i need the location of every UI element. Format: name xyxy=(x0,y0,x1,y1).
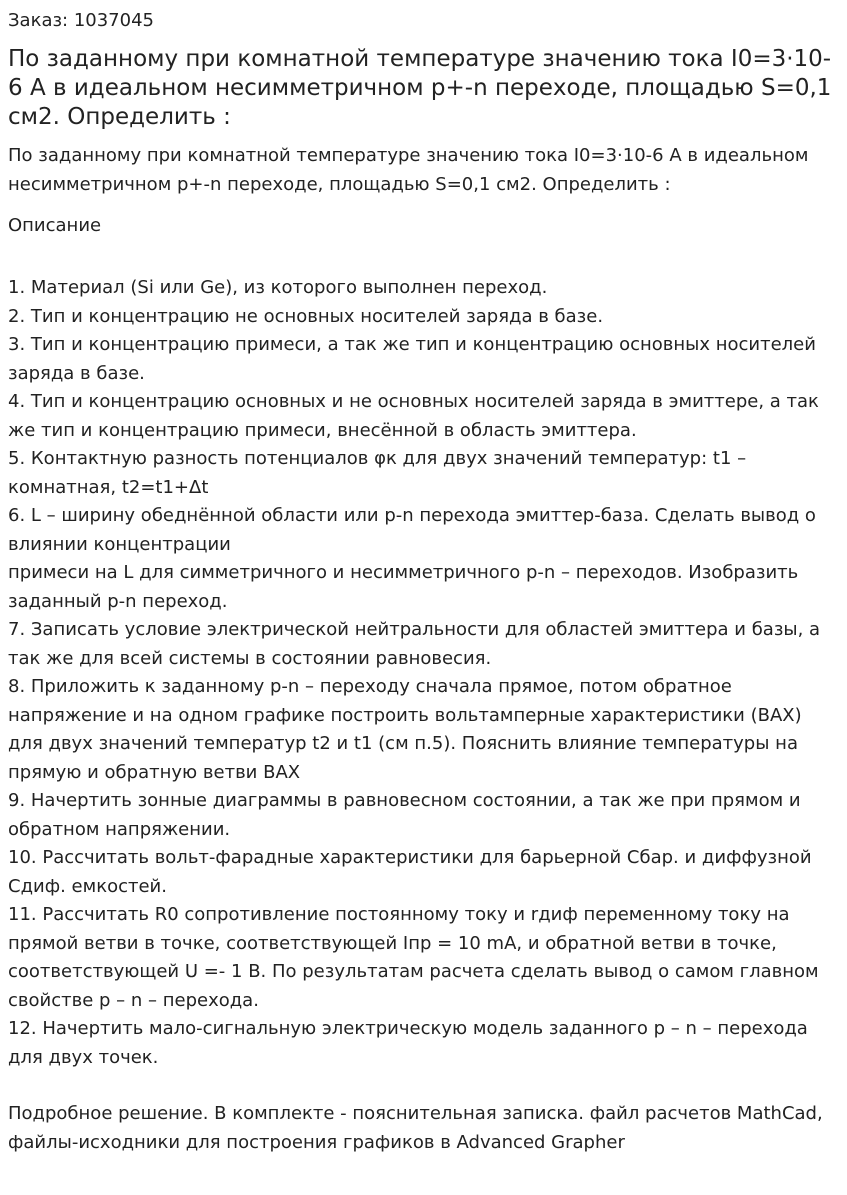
list-item: 9. Начертить зонные диаграммы в равновесном состоянии, а так же при прямом и обратном напряжении. xyxy=(8,790,801,840)
list-item: 8. Приложить к заданному p-n – переходу сначала прямое, потом обратное напряжение и на одном графике построить вольтамперные характеристики (ВАХ) для двух значений температур t2 и t1 (см п.5). Пояснить влияние температуры на прямую и обратную ветви ВАХ xyxy=(8,676,802,783)
list-item: 1. Материал (Si или Ge), из которого выполнен переход. xyxy=(8,277,548,298)
footer-note: Подробное решение. В комплекте - пояснительная записка. файл расчетов MathCad, файлы-исходники для построения графиков в Advanced Grapher xyxy=(8,1103,823,1153)
list-item: 3. Тип и концентрацию примеси, а так же тип и концентрацию основных носителей заряда в базе. xyxy=(8,334,816,384)
lead-text: По заданному при комнатной температуре значению тока I0=3·10-6 А в идеальном несимметричном p+-n переходе, площадью S=0,1 см2. Определить : xyxy=(8,145,809,195)
description-label: Описание xyxy=(8,215,102,236)
order-number: Заказ: 1037045 xyxy=(8,10,154,31)
list-item: 5. Контактную разность потенциалов φк для двух значений температур: t1 – комнатная, t2=t1+Δt xyxy=(8,448,747,498)
list-item: 10. Рассчитать вольт-фарадные характеристики для барьерной Сбар. и диффузной Сдиф. емкостей. xyxy=(8,847,812,897)
task-list xyxy=(8,274,839,1072)
list-item: 6. L – ширину обеднённой области или p-n перехода эмиттер-база. Сделать вывод о влиянии концентрации xyxy=(8,505,816,555)
list-item: 2. Тип и концентрацию не основных носителей заряда в базе. xyxy=(8,305,604,327)
list-item: 12. Начертить мало-сигнальную электрическую модель заданного p – n – перехода для двух точек. xyxy=(8,1018,808,1068)
list-item: примеси на L для симметричного и несимметричного p-n – переходов. Изобразить заданный p-n переход. xyxy=(8,562,799,612)
list-item: 4. Тип и концентрацию основных и не основных носителей заряда в эмиттере, а так же тип и концентрацию примеси, внесённой в область эмиттера. xyxy=(8,391,819,441)
page-title: По заданному при комнатной температуре значению тока I0=3·10-6 А в идеальном несимметричном p+-n переходе, площадью S=0,1 см2. Определить : xyxy=(8,46,832,130)
list-item: 7. Записать условие электрической нейтральности для областей эмиттера и базы, а так же для всей системы в состоянии равновесия. xyxy=(8,619,821,669)
list-item: 11. Рассчитать R0 сопротивление постоянному току и rдиф переменному току на прямой ветви в точке, соответствующей Iпр = 10 mA, и обратной ветви в точке, соответствующей U =- 1 В. По результатам расчета сделать вывод о самом главном свойстве p – n – перехода. xyxy=(8,904,819,1011)
